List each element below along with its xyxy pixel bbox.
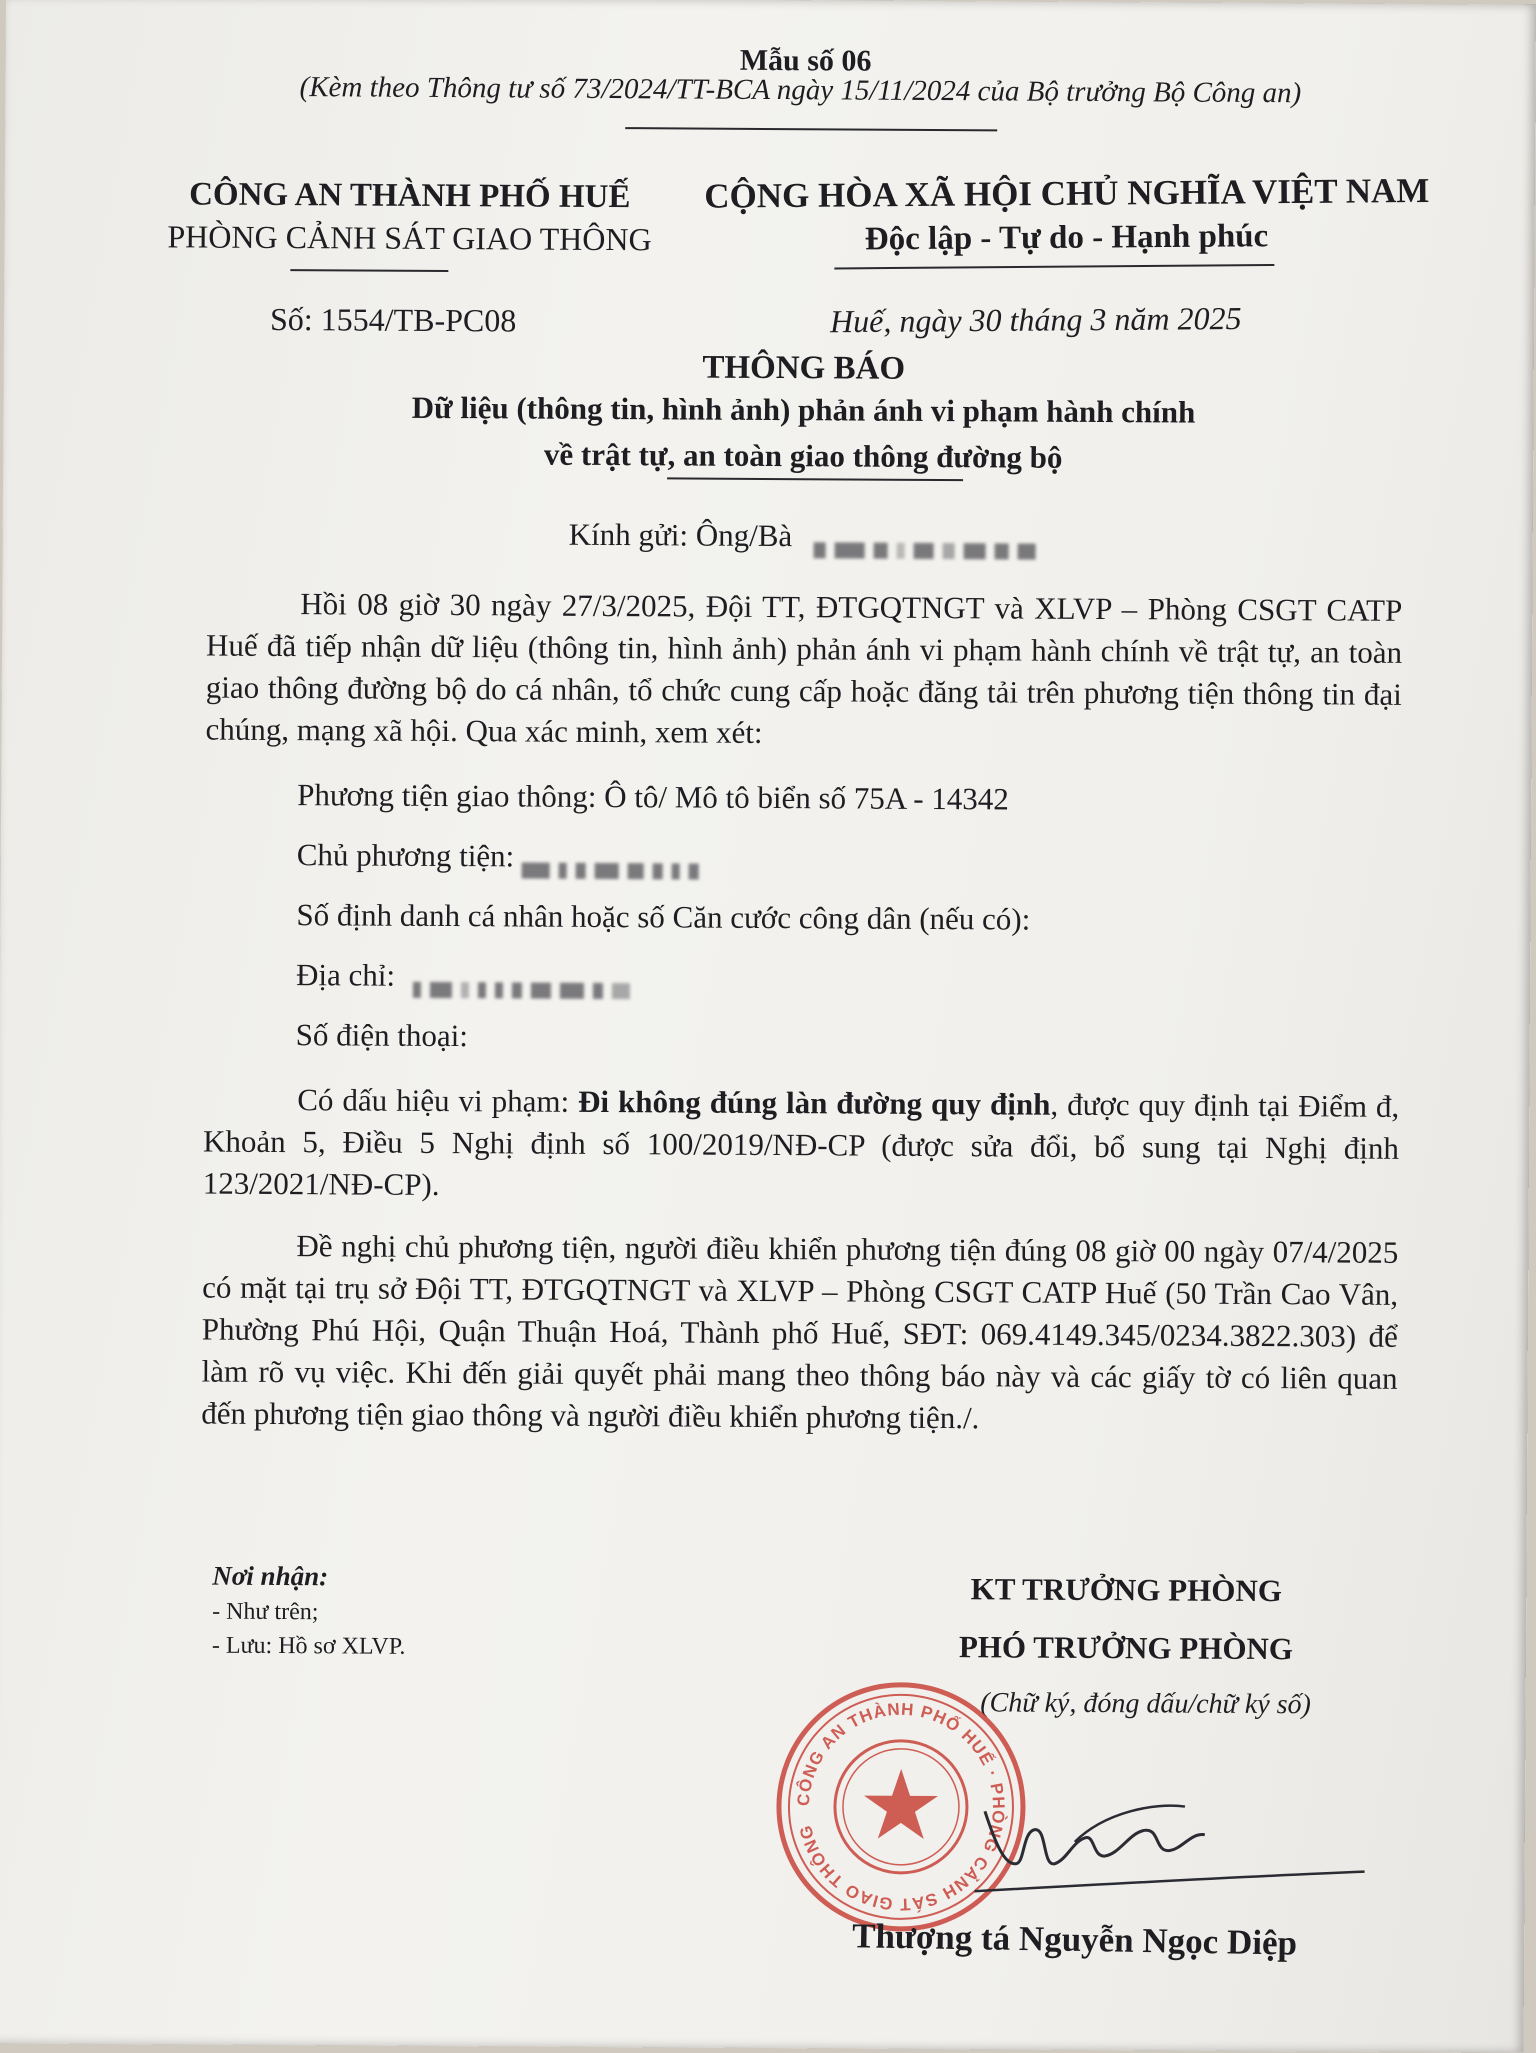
redacted-address [413, 970, 639, 989]
divider [834, 264, 1274, 269]
nation-name: CỘNG HÒA XÃ HỘI CHỦ NGHĨA VIỆT NAM [704, 170, 1430, 216]
address-line [296, 957, 639, 995]
id-line: Số định danh cá nhân hoặc số Căn cước công dân (nếu có): [296, 897, 1031, 937]
attachment-note: (Kèm theo Thông tư số 73/2024/TT-BCA ngày 15/11/2024 của Bộ trưởng Bộ Công an) [299, 71, 1302, 110]
owner-line [297, 837, 708, 876]
nation-motto: Độc lập - Tự do - Hạnh phúc [864, 218, 1269, 258]
place-date: Huế, ngày 30 tháng 3 năm 2025 [829, 300, 1242, 340]
address-label: Địa chỉ: [295, 957, 396, 993]
document-number: Số: 1554/TB-PC08 [269, 300, 517, 339]
agency-department: PHÒNG CẢNH SÁT GIAO THÔNG [167, 218, 652, 258]
recipients-label: Nơi nhận: [212, 1560, 329, 1592]
salutation [569, 517, 1045, 556]
divider [290, 269, 448, 272]
divider [625, 127, 997, 131]
signer-name: Thượng tá Nguyễn Ngọc Diệp [851, 1916, 1298, 1963]
redacted-name [814, 530, 1045, 549]
violation-paragraph [203, 1079, 1400, 1212]
notice-subtitle-2: về trật tự, an toàn giao thông đường bộ [543, 436, 1063, 475]
signature-title-1: KT TRƯỞNG PHÒNG [970, 1571, 1282, 1609]
salutation-label: Kính gửi: Ông/Bà [568, 516, 793, 554]
request-paragraph: Đề nghị chủ phương tiện, người điều khiển phương tiện đúng 08 giờ 00 ngày 07/4/2025 có mặt tại trụ sở Đội TT, ĐTGQTNGT và XLVP – Phòng CSGT CATP Huế (50 Trần Cao Vân, Phường Phú Hội, Quận Thuận Hoá, Thành phố Huế, SĐT: 069.4149.345/0234.3822.303) để làm rõ vụ việc. Khi đến giải quyết phải mang theo thông báo này và các giấy tờ có liên quan đến phương tiện giao thông và người điều khiển phương tiện./. [201, 1228, 1399, 1436]
recipient-item: - Như trên; [212, 1598, 319, 1626]
violation-name: Đi không đúng làn đường quy định [578, 1083, 1051, 1122]
agency-name: CÔNG AN THÀNH PHỐ HUẾ [189, 176, 631, 216]
intro-paragraph: Hồi 08 giờ 30 ngày 27/3/2025, Đội TT, ĐTGQTNGT và XLVP – Phòng CSGT CATP Huế đã tiếp nhận dữ liệu (thông tin, hình ảnh) phản ánh vi phạm hành chính về trật tự, an toàn giao thông đường bộ do cá nhân, tổ chức cung cấp hoặc đăng tải trên phương tiện thông tin đại chúng, mạng xã hội. Qua xác minh, xem xét: [205, 586, 1403, 750]
violation-prefix: Có dấu hiệu vi phạm: [297, 1082, 579, 1119]
notice-subtitle-1: Dữ liệu (thông tin, hình ảnh) phản ánh vi phạm hành chính [411, 389, 1196, 430]
owner-label: Chủ phương tiện: [296, 837, 515, 874]
recipient-item: - Lưu: Hồ sơ XLVP. [211, 1632, 406, 1660]
handwritten-signature [954, 1771, 1375, 1924]
redacted-owner [522, 850, 708, 869]
form-number: Mẫu số 06 [739, 43, 872, 78]
violation-legal-basis: , được quy định tại Điểm đ, Khoản 5, Điều 5 Nghị định số 100/2019/NĐ-CP (được sửa đổi, bổ sung tại Nghị định 123/2021/NĐ-CP). [202, 1086, 1400, 1202]
phone-line: Số điện thoại: [295, 1017, 468, 1054]
vehicle-line: Phương tiện giao thông: Ô tô/ Mô tô biển số 75A - 14342 [297, 777, 1009, 817]
stamp-text: CÔNG AN THÀNH PHỐ HUẾ · PHÒNG CẢNH SÁT GIAO THÔNG [793, 1699, 1009, 1914]
notice-title: THÔNG BÁO [702, 349, 906, 387]
signature-title-2: PHÓ TRƯỞNG PHÒNG [958, 1629, 1294, 1667]
divider [667, 477, 963, 481]
signature-note: (Chữ ký, đóng dấu/chữ ký số) [980, 1687, 1312, 1721]
